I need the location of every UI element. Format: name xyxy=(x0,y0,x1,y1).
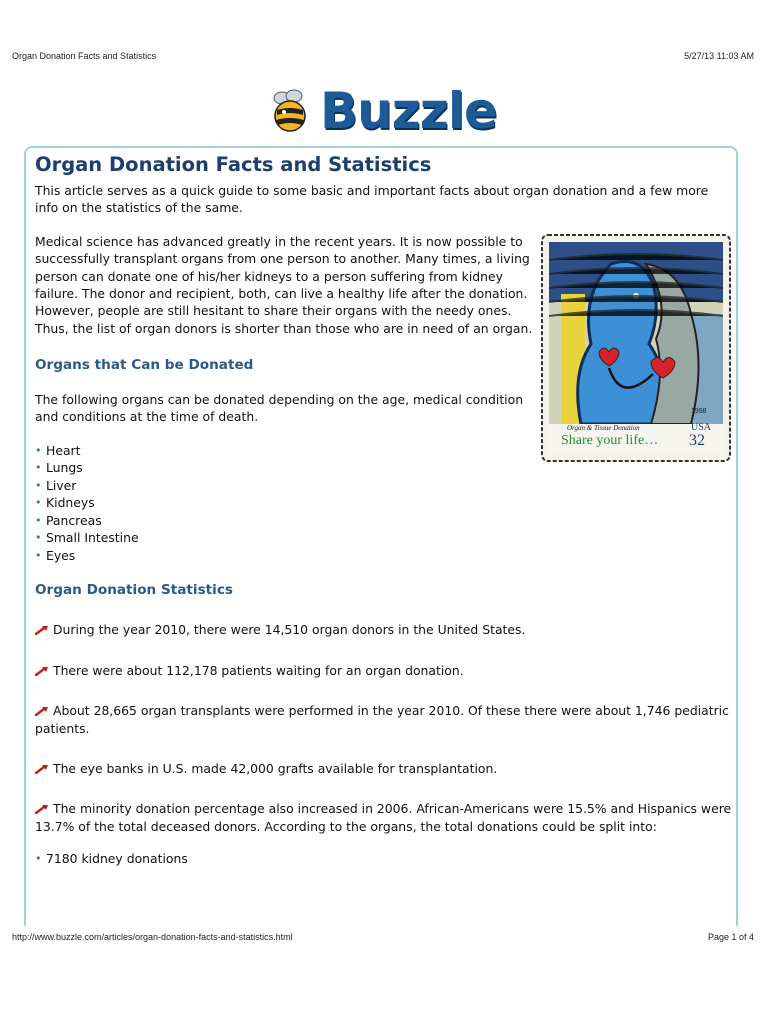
stat-item: The eye banks in U.S. made 42,000 grafts available for transplantation. xyxy=(35,760,735,777)
intro-paragraph: This article serves as a quick guide to some basic and important facts about organ donation and a few more info on the statistics of the same. xyxy=(35,183,709,216)
list-item: • Heart xyxy=(35,442,81,458)
stat-item: The minority donation percentage also increased in 2006. African-Americans were 15.5% and Hispanics were 13.7% of the total deceased donors. According to the organs, the total donations could be split into: xyxy=(35,801,732,834)
red-arrow-icon xyxy=(35,625,49,635)
stamp-year: 1998 xyxy=(691,408,707,415)
red-arrow-icon xyxy=(35,666,49,676)
print-footer xyxy=(12,932,754,942)
stat-item: During the year 2010, there were 14,510 organ donors in the United States. xyxy=(35,621,735,638)
list-item: • Small Intestine xyxy=(35,530,139,546)
list-item: • Lungs xyxy=(35,460,83,476)
red-arrow-icon xyxy=(35,706,49,716)
bullet-icon: • xyxy=(35,852,42,866)
medical-paragraph: Medical science has advanced greatly in the recent years. It is now possible to successfully transplant organs from one person to another. Many times, a living person can donate one of his/her kidneys to a person suffering from kidney failure. The donor and recipient, both, can live a healthy life after the donation. However, people are still hesitant to share their organs with the needy ones. Thus, the list of organ donors is shorter than those who are in need of an organ. xyxy=(35,233,533,336)
stamp-illustration xyxy=(541,234,731,462)
stat-item: About 28,665 organ transplants were performed in the year 2010. Of these there were about 1,746 pediatric patients. xyxy=(35,703,729,736)
bullet-icon: • xyxy=(35,513,42,527)
red-arrow-icon xyxy=(35,804,49,814)
article-title: Organ Donation Facts and Statistics xyxy=(35,153,432,176)
bullet-icon: • xyxy=(35,443,42,457)
bullet-icon: • xyxy=(35,548,42,562)
print-header xyxy=(12,51,754,61)
logo-text: Buzzle xyxy=(320,82,497,140)
print-header-title: Organ Donation Facts and Statistics xyxy=(12,51,157,61)
list-item: • Liver xyxy=(35,477,77,493)
print-header-datetime: 5/27/13 11:03 AM xyxy=(684,51,754,61)
bullet-icon: • xyxy=(35,496,42,510)
stamp-country: USA xyxy=(691,422,712,433)
bullet-icon: • xyxy=(35,478,42,492)
print-footer-url[interactable]: http://www.buzzle.com/articles/organ-donation-facts-and-statistics.html xyxy=(12,932,293,942)
list-item: • Eyes xyxy=(35,547,76,563)
buzzle-logo[interactable] xyxy=(268,82,508,140)
stamp-caption-large: Share your life… xyxy=(561,433,659,448)
red-arrow-icon xyxy=(35,764,49,774)
list-item: • Kidneys xyxy=(35,495,95,511)
organs-heading: Organs that Can be Donated xyxy=(35,357,254,374)
bee-icon xyxy=(268,88,314,134)
stamp-value: 32 xyxy=(689,432,705,449)
stats-heading: Organ Donation Statistics xyxy=(35,581,233,598)
list-item: • 7180 kidney donations xyxy=(35,851,188,867)
stat-item: There were about 112,178 patients waiting for an organ donation. xyxy=(35,662,735,679)
stamp-caption-small: Organ & Tissue Donation xyxy=(567,424,640,432)
organ-donation-stamp-image xyxy=(541,234,731,462)
bullet-icon: • xyxy=(35,531,42,545)
bullet-icon: • xyxy=(35,461,42,475)
print-footer-page: Page 1 of 4 xyxy=(707,932,754,942)
organs-paragraph: The following organs can be donated depending on the age, medical condition and conditions at the time of death. xyxy=(35,391,524,425)
list-item: • Pancreas xyxy=(35,512,102,528)
